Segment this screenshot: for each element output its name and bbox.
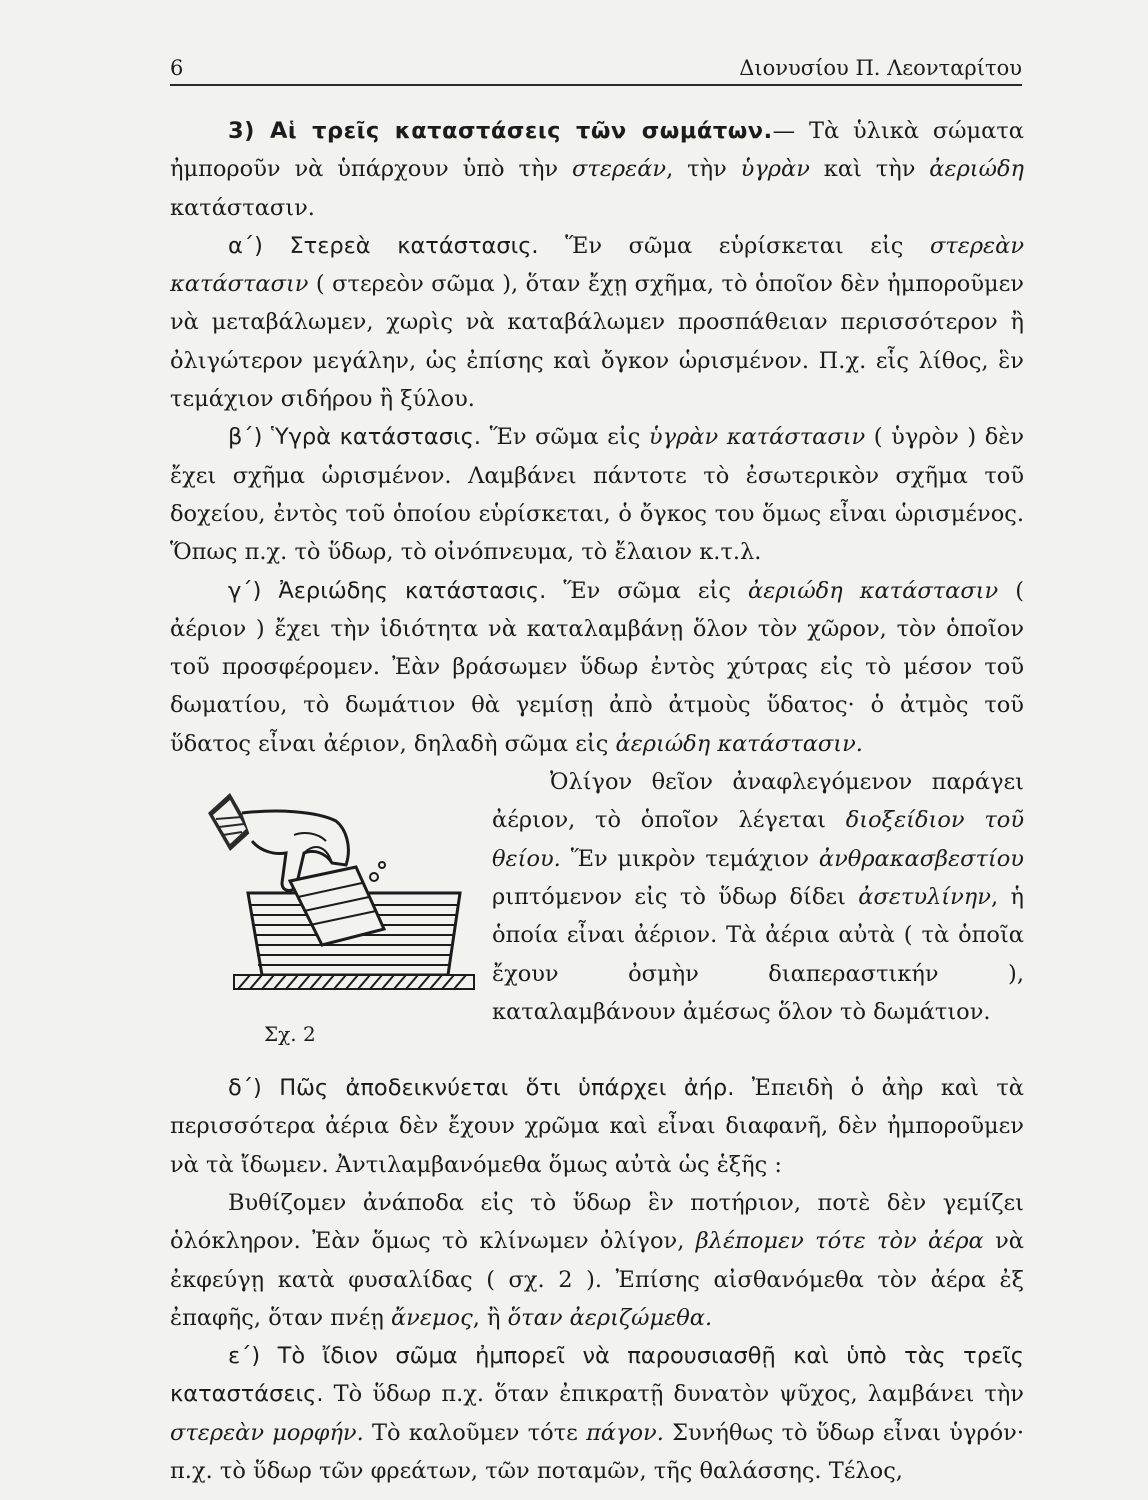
subheading-delta: δ΄) Πῶς ἀποδεικνύεται ὅτι ὑπάρχει ἀήρ. xyxy=(228,1075,735,1102)
figure-caption: Σχ. 2 xyxy=(264,1022,316,1047)
section-title: 3) Αἱ τρεῖς καταστάσεις τῶν σωμάτων. xyxy=(228,118,773,144)
base-plate xyxy=(234,975,474,989)
paragraph-solid-state: α΄) Στερεὰ κατάστασις. Ἕν σῶμα εὑρίσκεται εἰς στερεὰν κατάστασιν ( στερεὸν σῶμα ), ὅταν ἔχῃ σχῆμα, τὸ ὁποῖον δὲν ἠμποροῦμεν νὰ μεταβάλωμεν, χωρὶς νὰ καταβάλωμεν προσπάθειαν περισσότερον ἢ ὀλιγώτερον μεγάλην, ὡς ἐπίσης καὶ ὄγκον ὡρισμένον. Π.χ. εἷς λίθος, ἓν τεμάχιον σιδήρου ἢ ξύλου. xyxy=(170,232,1025,413)
paragraph-air-proof: δ΄) Πῶς ἀποδεικνύεται ὅτι ὑπάρχει ἀήρ. Ἐπειδὴ ὁ ἀὴρ καὶ τὰ περισσότερα ἀέρια δὲν ἔχουν χρῶμα καὶ εἶναι διαφανῆ, δὲν ἠμποροῦμεν νὰ τὰ ἴδωμεν. Ἀντιλαμβανόμεθα ὅμως αὐτὰ ὡς ἑξῆς : xyxy=(170,1075,1024,1178)
subheading-gamma: γ΄) Ἀεριώδης κατάστασις. xyxy=(228,577,547,604)
paragraph-gas-examples: Ὀλίγον θεῖον ἀναφλεγόμενον παράγει ἀέριον, τὸ ὁποῖον λέγεται διοξείδιον τοῦ θείου. Ἕν μικρὸν τεμάχιον ἀνθρακασβεστίου ριπτόμενον εἰς τὸ ὕδωρ δίδει ἀσετυλίνην, ἡ ὁποία εἶναι ἀέριον. Τὰ ἀέρια αὐτὰ ( τὰ ὁποῖα ἔχουν ὀσμὴν διαπεραστικήν ), καταλαμβάνουν ἀμέσως ὅλον τὸ δωμάτιον. xyxy=(492,769,1025,1025)
figure-2 xyxy=(170,763,484,1069)
page-header xyxy=(170,48,1022,86)
section-intro: 3) Αἱ τρεῖς καταστάσεις τῶν σωμάτων.— Τὰ ὑλικὰ σώματα ἠμποροῦν νὰ ὑπάρχουν ὑπὸ τὴν στερεάν, τὴν ὑγρὰν καὶ τὴν ἀεριώδη κατάστασιν. xyxy=(170,118,1024,221)
page-number: 6 xyxy=(170,56,184,80)
subheading-beta: β΄) Ὑγρὰ κατάστασις. xyxy=(228,424,481,451)
paragraph-gaseous-state: γ΄) Ἀεριώδης κατάστασις. Ἕν σῶμα εἰς ἀεριώδη κατάστασιν ( ἀέριον ) ἔχει τὴν ἰδιότητα νὰ καταλαμβάνῃ ὅλον τὸν χῶρον, τὸν ὁποῖον τοῦ προσφέρομεν. Ἐὰν βράσωμεν ὕδωρ ἐντὸς χύτρας εἰς τὸ μέσον τοῦ δωματίου, τὸ δωμάτιον θὰ γεμίσῃ ἀπὸ ἀτμοὺς ὕδατος· ὁ ἀτμὸς τοῦ ὕδατος εἶναι ἀέριον, δηλαδὴ σῶμα εἰς ἀεριώδη κατάστασιν. xyxy=(170,577,1025,757)
running-head: Διονυσίου Π. Λεονταρίτου xyxy=(739,56,1022,80)
glass-in-water-illustration xyxy=(186,769,486,1033)
paragraph-three-states: ε΄) Τὸ ἴδιον σῶμα ἠμπορεῖ νὰ παρουσιασθῇ καὶ ὑπὸ τὰς τρεῖς καταστάσεις. Τὸ ὕδωρ π.χ. ὅταν ἐπικρατῇ δυνατὸν ψῦχος, λαμβάνει τὴν στερεὰν μορφήν. Τὸ καλοῦμεν τότε πάγον. Συνήθως τὸ ὕδωρ εἶναι ὑγρόν· π.χ. τὸ ὕδωρ τῶν φρεάτων, τῶν ποταμῶν, τῆς θαλάσσης. Τέλος, xyxy=(170,1343,1024,1485)
paragraph-liquid-state: β΄) Ὑγρὰ κατάστασις. Ἕν σῶμα εἰς ὑγρὰν κατάστασιν ( ὑγρὸν ) δὲν ἔχει σχῆμα ὡρισμένον. Λαμβάνει πάντοτε τὸ ἐσωτερικὸν σχῆμα τοῦ δοχείου, ἐντὸς τοῦ ὁποίου εὑρίσκεται, ὁ ὄγκος του ὅμως εἶναι ὡρισμένος. Ὅπως π.χ. τὸ ὕδωρ, τὸ οἰνόπνευμα, τὸ ἔλαιον κ.τ.λ. xyxy=(170,424,1025,566)
page-body xyxy=(170,112,1024,1490)
paragraph-air-experiment: Βυθίζομεν ἀνάποδα εἰς τὸ ὕδωρ ἓν ποτήριον, ποτὲ δὲν γεμίζει ὁλόκληρον. Ἐὰν ὅμως τὸ κλίνωμεν ὀλίγον, βλέπομεν τότε τὸν ἀέρα νὰ ἐκφεύγῃ κατὰ φυσαλίδας ( σχ. 2 ). Ἐπίσης αἰσθανόμεθα τὸν ἀέρα ἐξ ἐπαφῆς, ὅταν πνέῃ ἄνεμος, ἢ ὅταν ἀεριζώμεθα. xyxy=(170,1189,1024,1331)
subheading-alpha: α΄) Στερεὰ κατάστασις. xyxy=(228,232,539,259)
subheading-epsilon: ε΄) Τὸ ἴδιον σῶμα ἠμπορεῖ νὰ παρουσιασθῇ καὶ ὑπὸ τὰς τρεῖς καταστάσεις. xyxy=(170,1343,1024,1408)
